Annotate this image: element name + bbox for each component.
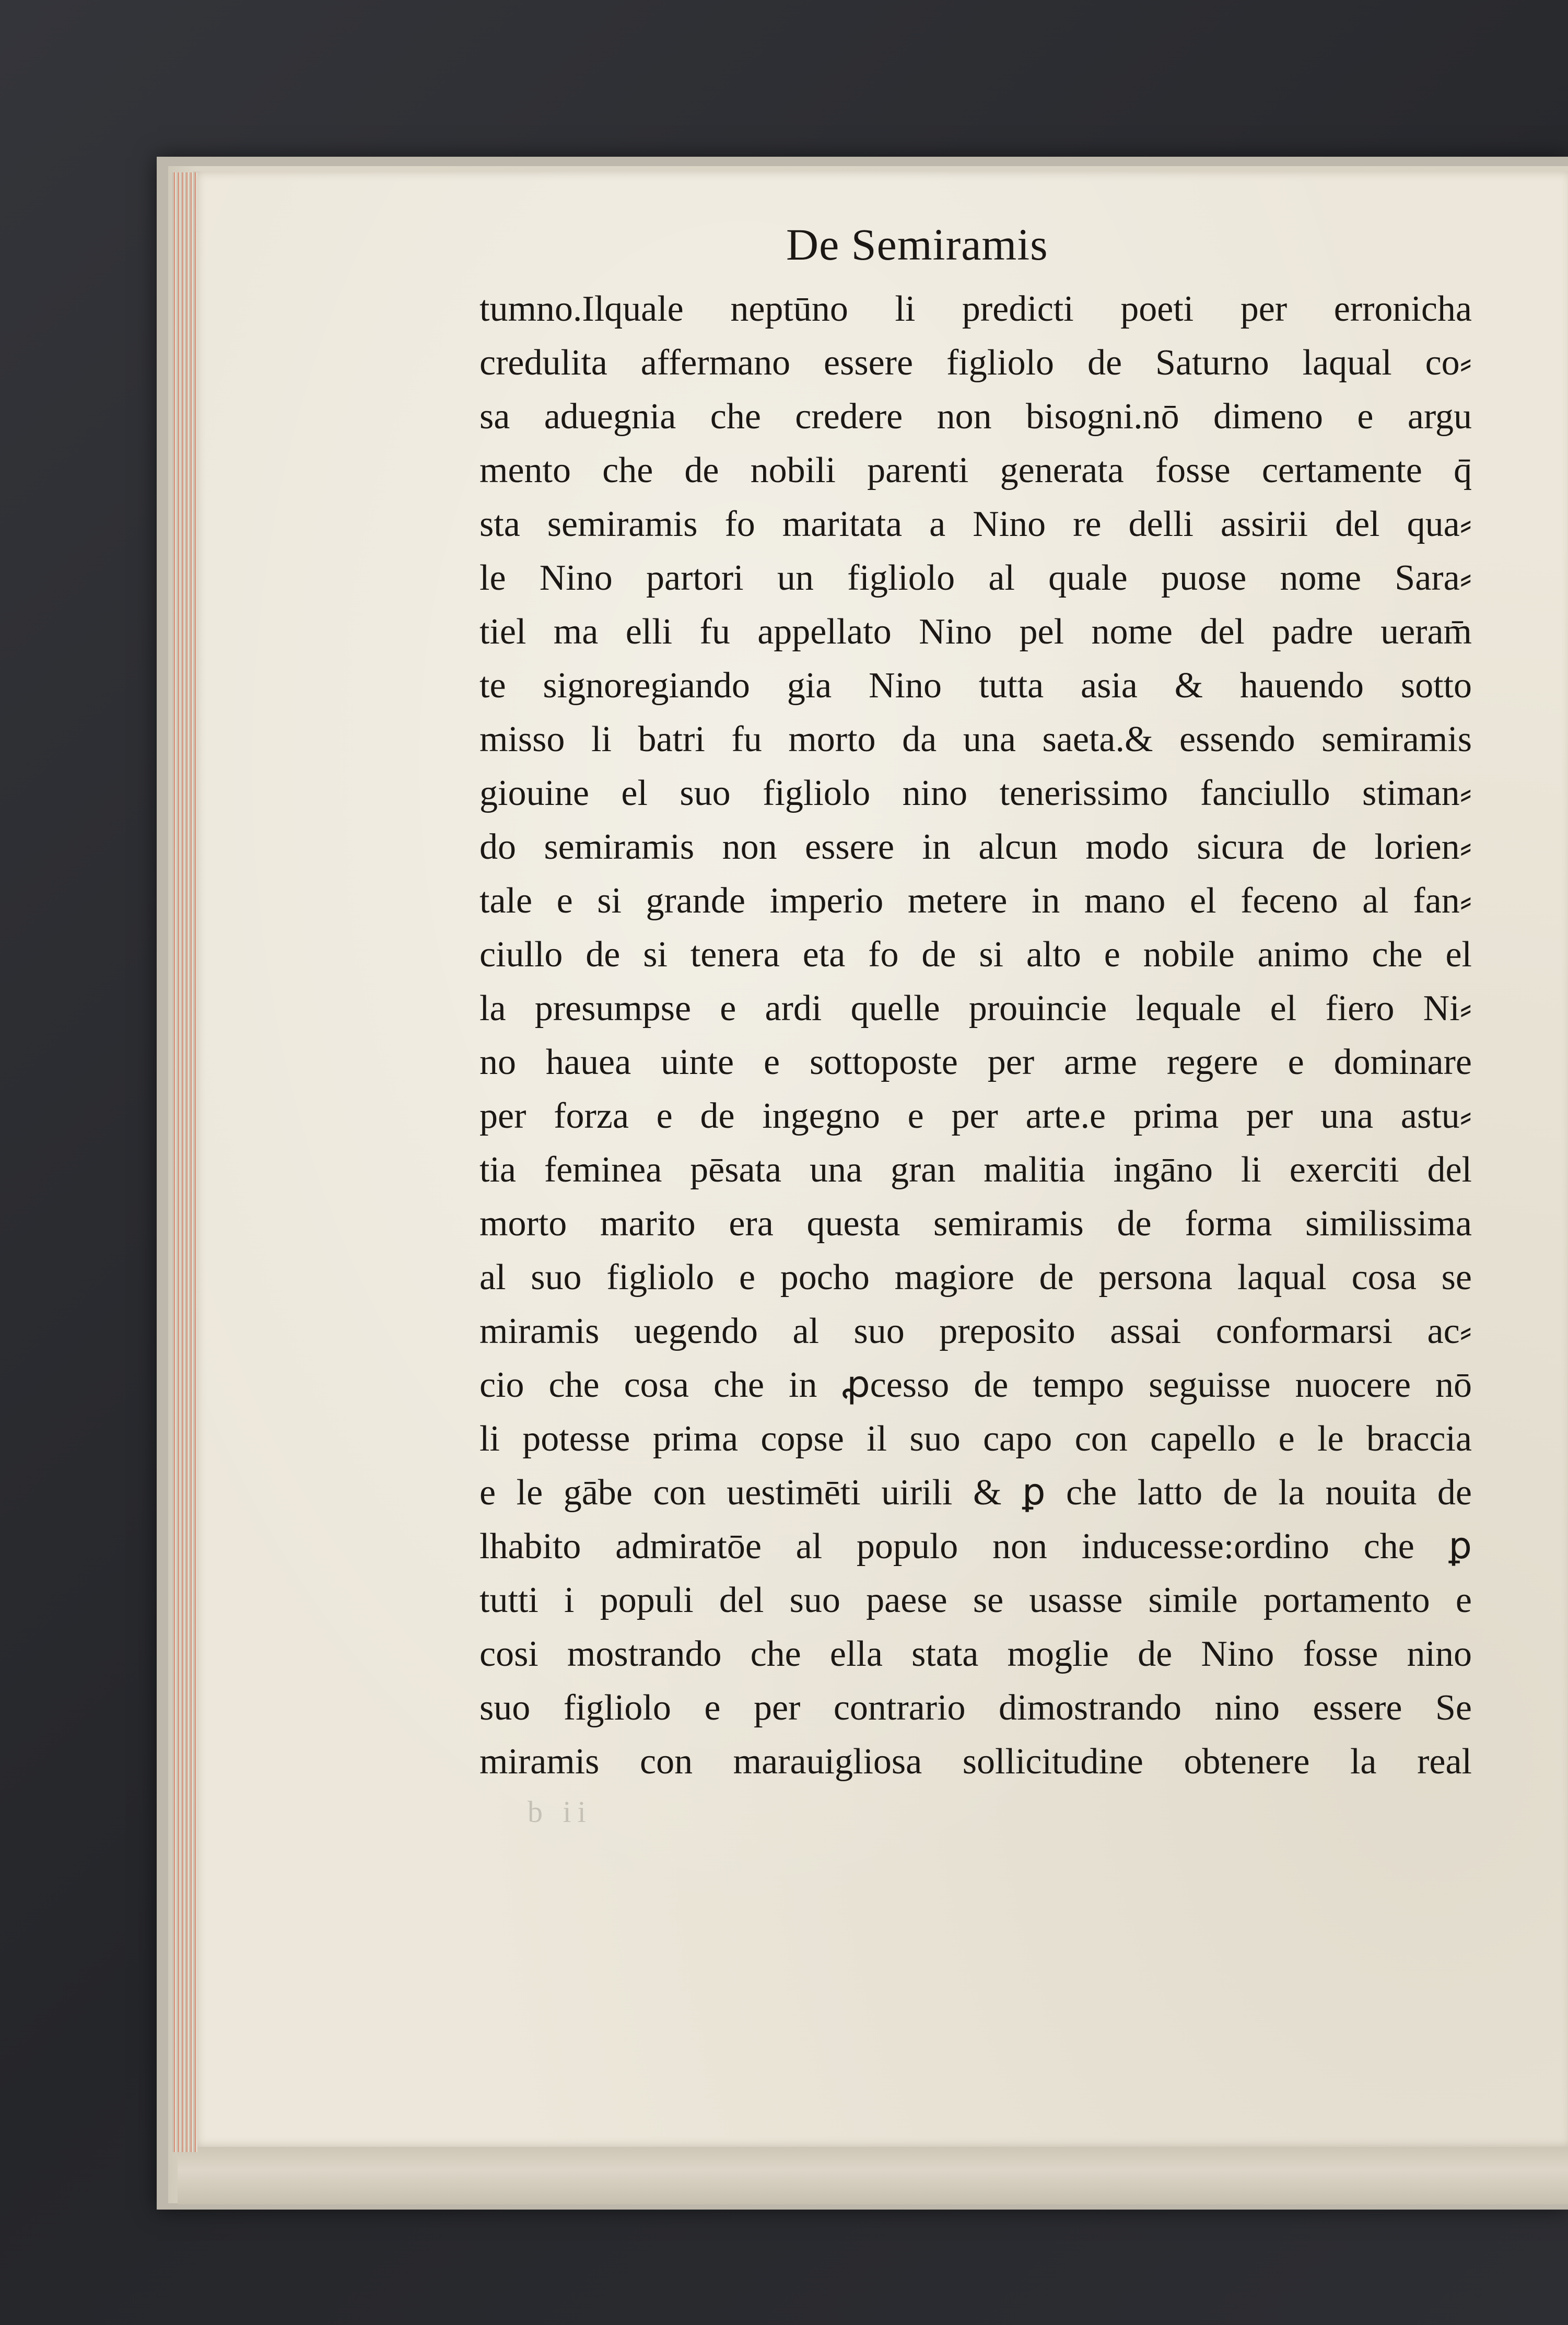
text-line: cosi mostrando che ella stata moglie de Nino fosse nino	[479, 1634, 1472, 1674]
text-line: mento che de nobili parenti generata fosse certamente q̄	[479, 450, 1472, 490]
red-fore-edge	[172, 172, 197, 2152]
text-line: al suo figliolo e pocho magiore de persona laqual cosa se	[479, 1257, 1472, 1298]
text-line: te signoregiando gia Nino tutta asia & hauendo sotto	[479, 665, 1472, 706]
text-line: tia feminea pēsata una gran malitia ingāno li exerciti del	[479, 1150, 1472, 1190]
text-line: tutti i populi del suo paese se usasse simile portamento e	[479, 1580, 1472, 1620]
text-line: ciullo de si tenera eta fo de si alto e nobile animo che el	[479, 934, 1472, 975]
page-header: De Semiramis	[786, 219, 1048, 270]
text-line: tumno.Ilquale neptūno li predicti poeti per erronicha	[479, 289, 1472, 329]
text-line: suo figliolo e per contrario dimostrando nino essere Se	[479, 1688, 1472, 1728]
text-line: le Nino partori un figliolo al quale puose nome Sara⸗	[479, 558, 1472, 598]
text-line: per forza e de ingegno e per arte.e prima per una astu⸗	[479, 1096, 1472, 1136]
text-line: giouine el suo figliolo nino tenerissimo fanciullo stiman⸗	[479, 773, 1472, 813]
text-line: lhabito admiratōe al populo non inducesse:ordino che ꝑ	[479, 1526, 1472, 1567]
text-body	[479, 282, 1472, 1789]
text-line: tiel ma elli fu appellato Nino pel nome del padre ueram̄	[479, 612, 1472, 652]
page-bottom-edge	[178, 2147, 1568, 2204]
text-line: tale e si grande imperio metere in mano el feceno al fan⸗	[479, 881, 1472, 921]
text-line: miramis con marauigliosa sollicitudine obtenere la real	[479, 1742, 1472, 1782]
signature-mark-show-through: b ii	[528, 1795, 592, 1829]
text-line: sta semiramis fo maritata a Nino re delli assirii del qua⸗	[479, 504, 1472, 544]
text-line: do semiramis non essere in alcun modo sicura de lorien⸗	[479, 827, 1472, 867]
text-line: miramis uegendo al suo preposito assai conformarsi ac⸗	[479, 1311, 1472, 1351]
text-line: sa aduegnia che credere non bisogni.nō dimeno e argu	[479, 396, 1472, 437]
text-line: no hauea uinte e sottoposte per arme regere e dominare	[479, 1042, 1472, 1082]
text-line: cio che cosa che in ꝓcesso de tempo seguisse nuocere nō	[479, 1365, 1472, 1405]
text-line: morto marito era questa semiramis de forma similissima	[479, 1204, 1472, 1244]
text-line: li potesse prima copse il suo capo con capello e le braccia	[479, 1419, 1472, 1459]
text-line: e le gābe con uestimēti uirili & ꝑ che latto de la nouita de	[479, 1473, 1472, 1513]
text-line: credulita affermano essere figliolo de Saturno laqual co⸗	[479, 343, 1472, 383]
text-line: la presumpse e ardi quelle prouincie lequale el fiero Ni⸗	[479, 988, 1472, 1029]
text-line: misso li batri fu morto da una saeta.& essendo semiramis	[479, 719, 1472, 760]
